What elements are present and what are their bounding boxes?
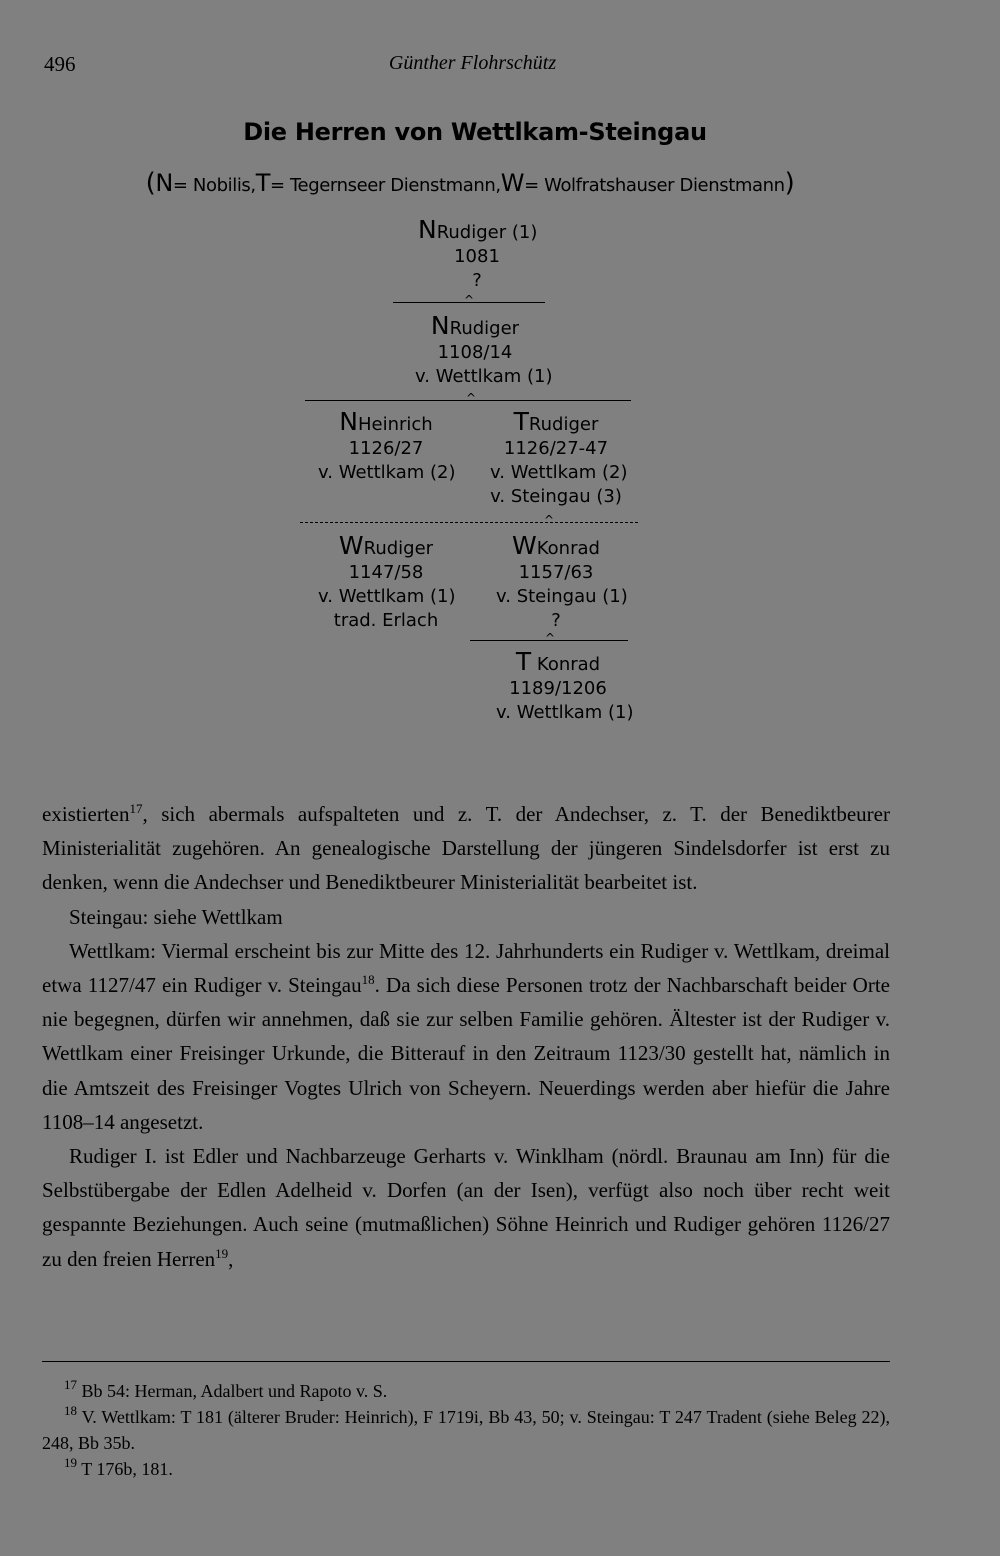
legend-t-text: = Tegernseer Dienstmann, [270,175,501,196]
person-place: v. Wettlkam (1) [496,702,634,723]
status-mark: W [512,531,537,560]
legend-w-key: W [500,169,525,197]
footnotes [42,1378,890,1482]
status-mark: N [418,215,437,244]
text-run: existierten [42,802,130,826]
text-run: . Da sich diese Personen trotz der Nachbarschaft beider Orte nie begegnen, dürfen wir annehmen, daß sie zur selben Familie gehören. Ältester ist der Rudiger v. Wettlkam einer Freisinger Urkunde, die Bitterauf in den Zeitraum 1123/30 gestellt hat, nämlich in die Amtszeit des Freisinger Vogtes Ulrich von Scheyern. Neuerdings werden aber hiefür die Jahre 1108–14 angesetzt. [42,973,890,1134]
legend-n-text: = Nobilis, [172,175,256,196]
person-konrad-1 [496,531,628,633]
text-run: Rudiger I. ist Edler und Nachbarzeuge Gerharts v. Winklham (nördl. Braunau am Inn) für die Selbstübergabe der Edlen Adelheid v. Dorfen (an der Isen), verfügt also noch über recht weit gespannte Beziehungen. Auch seine (mutmaßlichen) Söhne Heinrich und Rudiger gehören 1126/27 zu den freien Herren [42,1144,890,1271]
body-text [42,797,890,1276]
person-heinrich [318,407,456,485]
descent-line-dashed [300,522,638,523]
figure-legend [0,168,940,198]
page-number: 496 [44,52,76,76]
text-run: Wettlkam: Viermal erscheint bis zur Mitte des 12. Jahrhunderts ein Rudiger v. Wettlkam, dreimal etwa 1127/47 ein Rudiger v. Steingau [42,938,890,998]
footnote-ref: 19 [215,1245,229,1261]
person-note: ? [551,610,561,631]
footnote-number: 18 [64,1403,77,1418]
person-place: v. Steingau (1) [496,586,628,607]
person-note: ? [472,270,482,291]
person-place: v. Steingau (3) [490,486,622,507]
person-rudiger-1 [418,215,538,293]
footnote [42,1456,890,1482]
status-mark: T [515,647,532,676]
person-date: 1147/58 [348,562,424,583]
footnote-text: V. Wettlkam: T 181 (älterer Bruder: Heinrich), F 1719i, Bb 43, 50; v. Steingau: T 247 Tradent (siehe Beleg 22), 248, Bb 35b. [42,1407,890,1453]
person-place: v. Wettlkam (2) [490,462,628,483]
descent-caret: ^ [544,513,555,527]
status-mark: N [339,407,358,436]
footnote [42,1378,890,1404]
legend-n-key: N [155,169,173,197]
footnote-number: 17 [64,1377,77,1392]
person-date: 1157/63 [518,562,594,583]
footnote-ref: 18 [361,972,375,988]
person-rudiger-2 [415,311,553,389]
paragraph [42,797,890,900]
paragraph [42,1139,890,1276]
footnote-number: 19 [64,1455,77,1470]
person-name: Konrad [536,654,601,675]
text-run: , sich abermals aufspalteten und z. T. der Andechser, z. T. der Benediktbeurer Ministerialität zugehören. An genealogische Darstellung der jüngeren Sindelsdorfer ist erst zu denken, wenn die Andechser und Benediktbeurer Ministerialität bearbeitet ist. [42,802,890,895]
legend-open-paren: ( [145,168,156,198]
person-date: 1126/27-47 [503,438,609,459]
person-place: v. Wettlkam (2) [318,462,456,483]
person-date: 1081 [454,246,500,267]
person-name: Rudiger (1) [436,222,538,243]
person-place: v. Wettlkam (1) [318,586,456,607]
legend-close-paren: ) [784,168,795,198]
running-header-author: Günther Flohrschütz [388,52,557,74]
person-date: 1108/14 [437,342,513,363]
legend-w-text: = Wolfratshauser Dienstmann [524,175,785,196]
person-name: Rudiger [363,538,434,559]
legend-t-key: T [255,169,270,197]
person-name: Heinrich [357,414,433,435]
person-date: 1126/27 [348,438,424,459]
paragraph [42,934,890,1139]
figure-title: Die Herren von Wettlkam-Steingau [243,118,707,146]
descent-caret: ^ [466,391,477,405]
paragraph: Steingau: siehe Wettlkam [69,904,283,929]
descent-caret: ^ [464,293,475,307]
person-date: 1189/1206 [509,678,607,699]
person-name: Konrad [536,538,600,559]
person-rudiger-3 [490,407,628,509]
person-place: v. Wettlkam (1) [415,366,553,387]
person-konrad-2 [496,647,634,725]
status-mark: N [430,311,450,340]
status-mark: W [338,531,364,560]
footnote-rule [42,1361,890,1362]
footnote-ref: 17 [129,801,143,816]
status-mark: T [513,407,529,436]
person-name: Rudiger [449,318,520,339]
person-rudiger-4 [318,531,456,633]
text-run: , [228,1246,234,1271]
footnote-text: T 176b, 181. [81,1459,173,1479]
footnote-text: Bb 54: Herman, Adalbert und Rapoto v. S. [81,1381,388,1401]
person-name: Rudiger [528,414,599,435]
footnote [42,1404,890,1456]
person-note: trad. Erlach [333,610,439,631]
descent-caret: ^ [545,631,556,645]
